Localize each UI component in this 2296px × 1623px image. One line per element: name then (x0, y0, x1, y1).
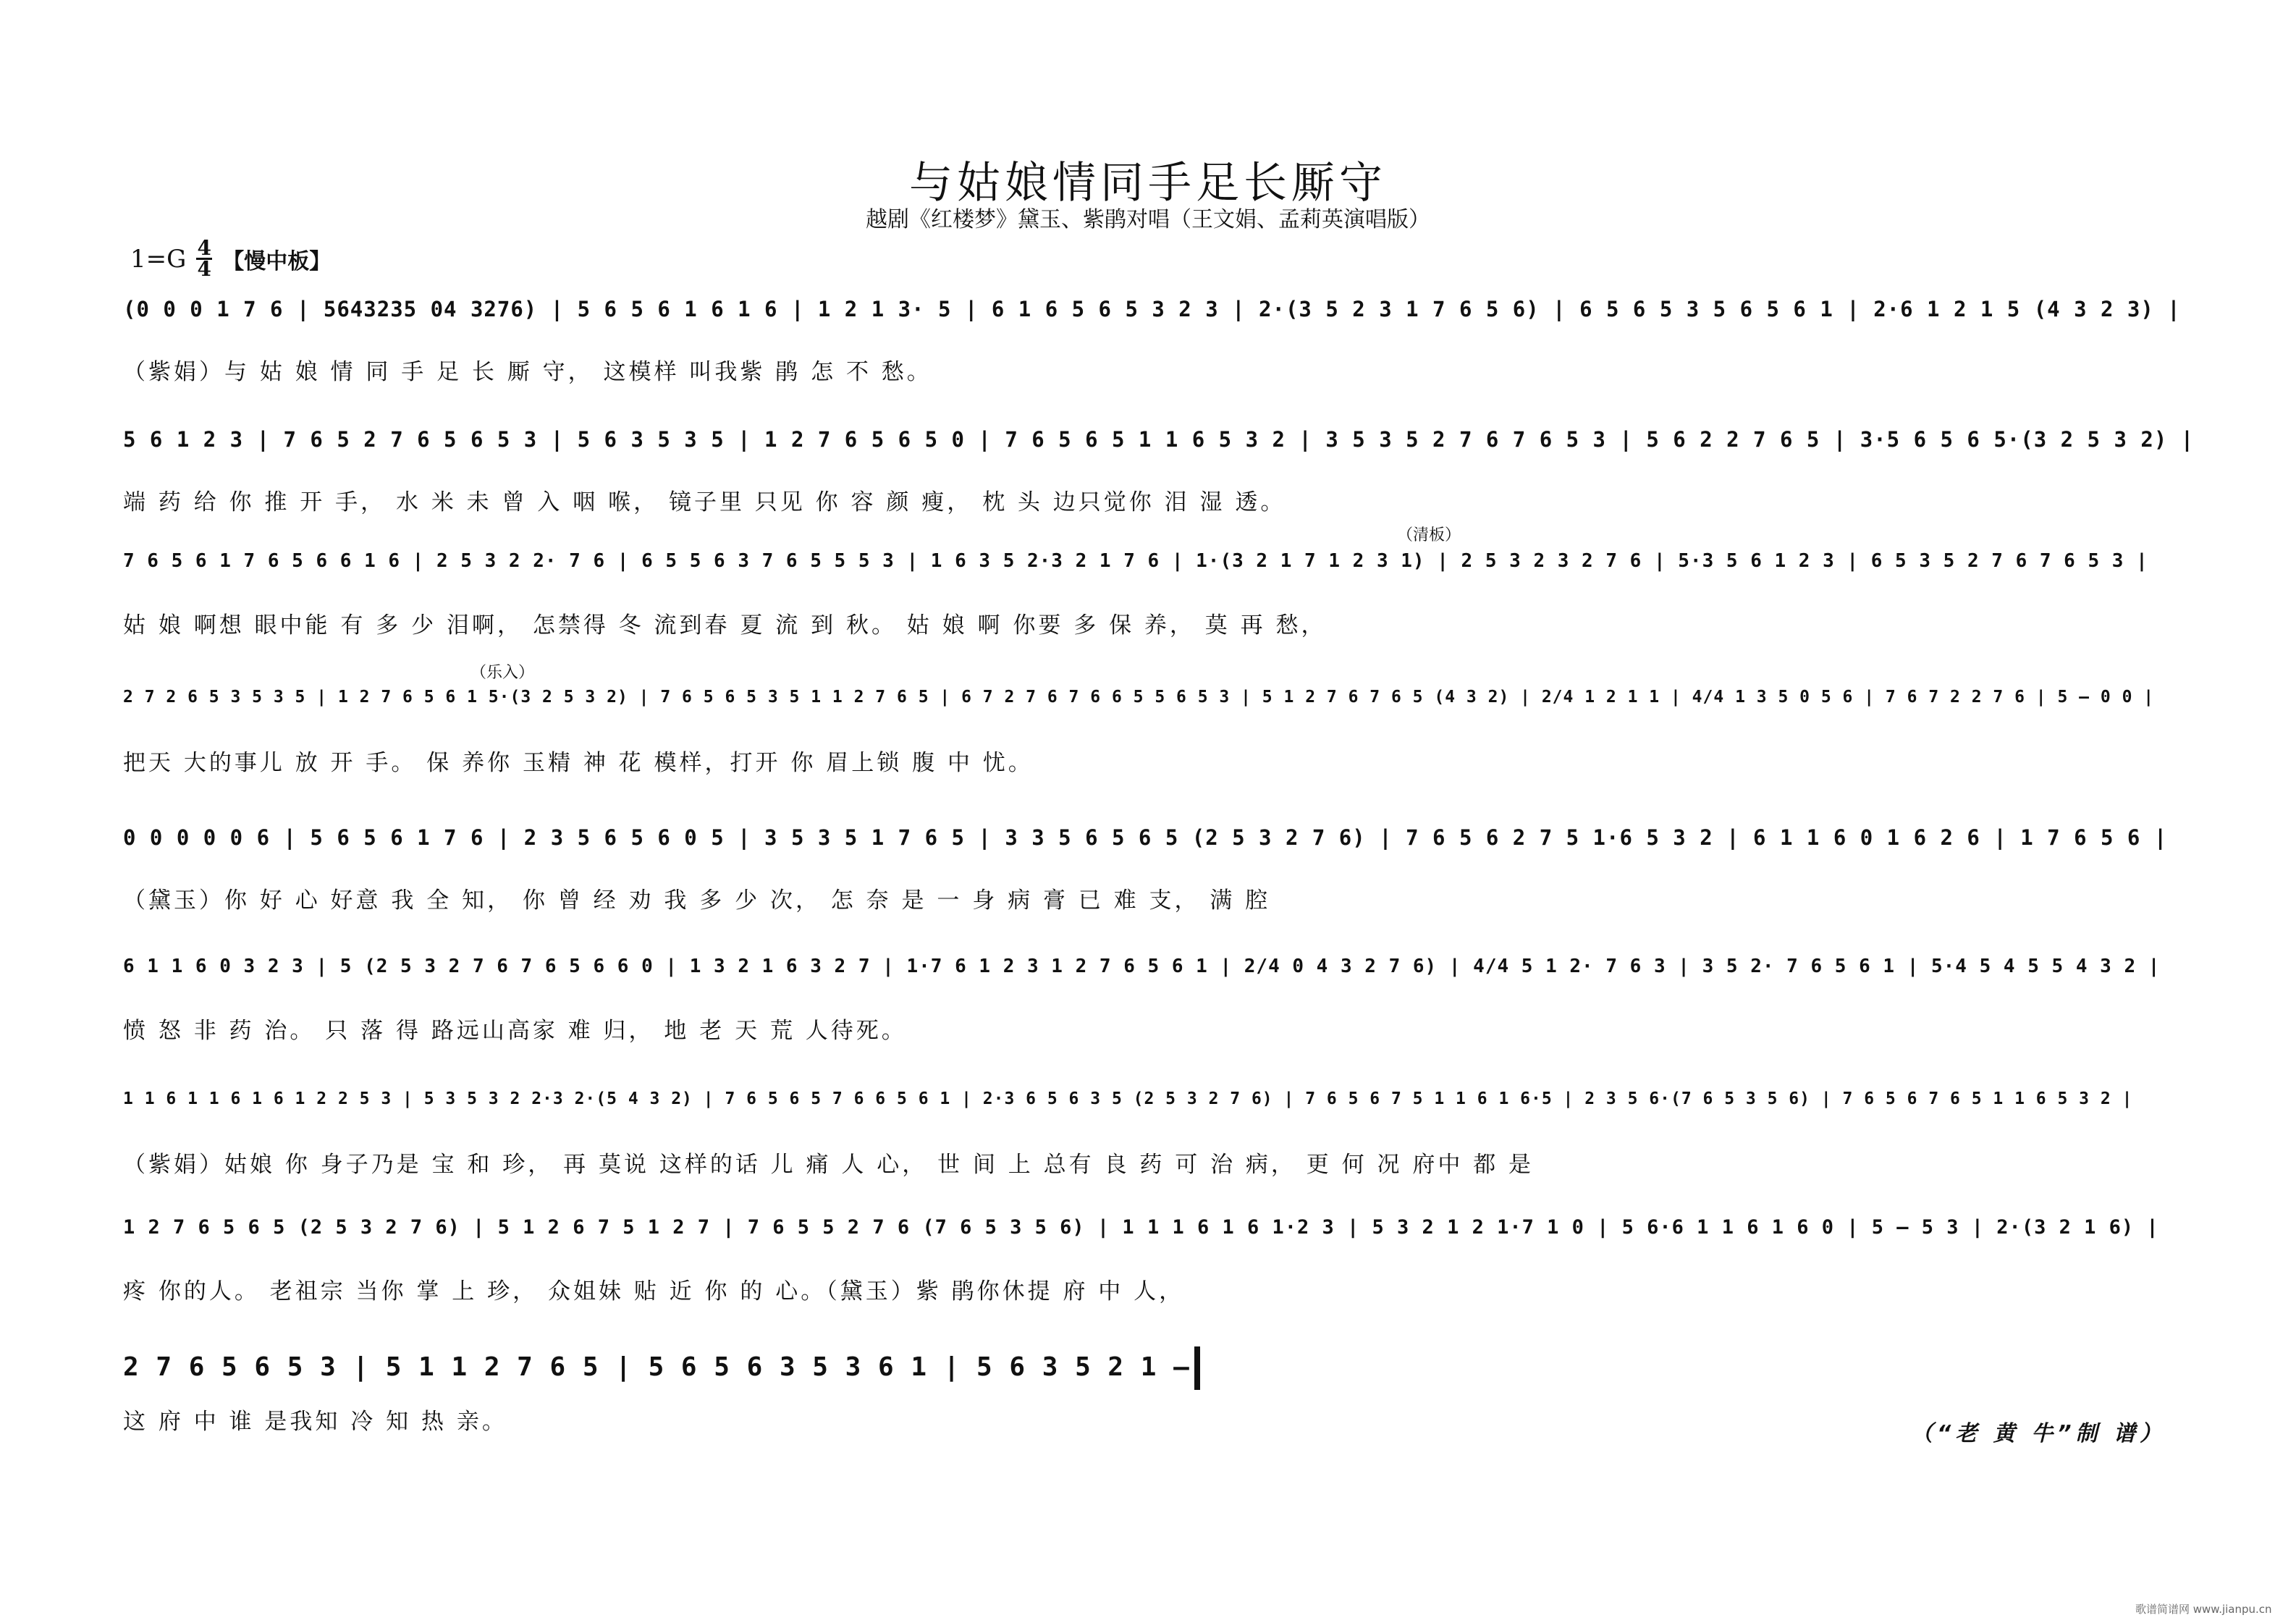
meter-top: 4 (197, 236, 212, 260)
tempo-marking: 【慢中板】 (222, 248, 332, 274)
site-watermark: 歌谱简谱网 www.jianpu.cn (2135, 1603, 2272, 1616)
key-signature: 1=G (130, 244, 187, 274)
notation-line: 1 1 6 1 1 6 1 6 1 2 2 5 3 | 5 3 5 3 2 2·3 2·(5 4 3 2) | 7 6 5 6 5 7 6 6 5 6 1 | 2·3 6 5 6 3 5 (2 5 3 2 7 6) | 7 6 5 6 7 5 1 1 6 1 6·5 | 2 3 5 6·(7 6 5 3 5 6) | 7 6 5 6 7 6 5 1 1 6 5 3 2 | (123, 1089, 2133, 1108)
score-title: 与姑娘情同手足长厮守 (909, 158, 1387, 208)
time-signature (196, 236, 212, 281)
notation-text: 2 7 6 5 6 5 3 | 5 1 1 2 7 6 5 | 5 6 5 6 3 5 3 6 1 | 5 6 3 5 2 1 – (123, 1352, 1190, 1382)
notation-line: 0 0 0 0 0 6 | 5 6 5 6 1 7 6 | 2 3 5 6 5 6 0 5 | 3 5 3 5 1 7 6 5 | 3 3 5 6 5 6 5 (2 5 3 2 7 6) | 7 6 5 6 2 7 5 1·6 5 3 2 | 6 1 1 6 0 1 6 2 6 | 1 7 6 5 6 | (123, 825, 2168, 850)
notation-line: 1 2 7 6 5 6 5 (2 5 3 2 7 6) | 5 1 2 6 7 5 1 2 7 | 7 6 5 5 2 7 6 (7 6 5 3 5 6) | 1 1 1 6 1 6 1·2 3 | 5 3 2 1 2 1·7 1 0 | 5 6·6 1 1 6 1 6 0 | 5 – 5 3 | 2·(3 2 1 6) | (123, 1216, 2159, 1239)
section-marking: （乐入） (470, 664, 535, 682)
notation-line: 2 7 2 6 5 3 5 3 5 | 1 2 7 6 5 6 1 5·(3 2 5 3 2) | 7 6 5 6 5 3 5 1 1 2 7 6 5 | 6 7 2 7 6 7 6 6 5 5 6 5 3 | 5 1 2 7 6 7 6 5 (4 3 2) | 2/4 1 2 1 1 | 4/4 1 3 5 0 5 6 | 7 6 7 2 2 7 6 | 5 – 0 0 | (123, 688, 2155, 707)
transcriber-credit: （“老 黄 牛”制 谱） (1911, 1421, 2166, 1446)
lyrics-line: 疼 你的人。 老祖宗 当你 掌 上 珍， 众姐妹 贴 近 你 的 心。（黛玉）紫 鹃你休提 府 中 人， (123, 1278, 1185, 1304)
notation-line: 6 1 1 6 0 3 2 3 | 5 (2 5 3 2 7 6 7 6 5 6 6 0 | 1 3 2 1 6 3 2 7 | 1·7 6 1 2 3 1 2 7 6 5 6 1 | 2/4 0 4 3 2 7 6) | 4/4 5 1 2· 7 6 3 | 3 5 2· 7 6 5 6 1 | 5·4 5 4 5 5 4 3 2 | (123, 956, 2161, 977)
notation-line: (0 0 0 1 7 6 | 5643235 04 3276) | 5 6 5 6 1 6 1 6 | 1 2 1 3· 5 | 6 1 6 5 6 5 3 2 3 | 2·(3 5 2 3 1 7 6 5 6) | 6 5 6 5 3 5 6 5 6 1 | 2·6 1 2 1 5 (4 3 2 3) | (123, 297, 2181, 321)
lyrics-line: 愤 怒 非 药 治。 只 落 得 路远山高家 难 归， 地 老 天 荒 人待死。 (123, 1018, 907, 1044)
lyrics-line: 端 药 给 你 推 开 手， 水 米 未 曾 入 咽 喉， 镜子里 只见 你 容 颜 瘦， 枕 头 边只觉你 泪 湿 透。 (123, 489, 1286, 515)
section-marking: （清板） (1397, 526, 1461, 544)
notation-line: 7 6 5 6 1 7 6 5 6 6 1 6 | 2 5 3 2 2· 7 6 | 6 5 5 6 3 7 6 5 5 5 3 | 1 6 3 5 2·3 2 1 7 6 | 1·(3 2 1 7 1 2 3 1) | 2 5 3 2 3 2 7 6 | 5·3 5 6 1 2 3 | 6 5 3 5 2 7 6 7 6 5 3 | (123, 550, 2148, 572)
score-subtitle: 越剧《红楼梦》黛玉、紫鹃对唱（王文娟、孟莉英演唱版） (866, 207, 1430, 232)
lyrics-line: 姑 娘 啊想 眼中能 有 多 少 泪啊， 怎禁得 冬 流到春 夏 流 到 秋。 姑 娘 啊 你要 多 保 养， 莫 再 愁， (123, 612, 1327, 638)
meter-bottom: 4 (197, 257, 212, 281)
lyrics-line: 这 府 中 谁 是我知 冷 知 热 亲。 (123, 1409, 507, 1435)
lyrics-line: （紫娟）与 姑 娘 情 同 手 足 长 厮 守， 这模样 叫我紫 鹃 怎 不 愁。 (123, 359, 932, 385)
lyrics-line: （黛玉）你 好 心 好意 我 全 知， 你 曾 经 劝 我 多 少 次， 怎 奈 是 一 身 病 膏 已 难 支， 满 腔 (123, 888, 1271, 914)
lyrics-line: （紫娟）姑娘 你 身子乃是 宝 和 珍， 再 莫说 这样的话 儿 痛 人 心， 世 间 上 总有 良 药 可 治 病， 更 何 况 府中 都 是 (123, 1152, 1535, 1178)
final-barline (1194, 1346, 1200, 1390)
notation-line (123, 1346, 1209, 1397)
key-signature-line (130, 236, 332, 281)
lyrics-line: 把天 大的事儿 放 开 手。 保 养你 玉精 神 花 模样，打开 你 眉上锁 腹 中 忧。 (123, 750, 1034, 776)
notation-line: 5 6 1 2 3 | 7 6 5 2 7 6 5 6 5 3 | 5 6 3 5 3 5 | 1 2 7 6 5 6 5 0 | 7 6 5 6 5 1 1 6 5 3 2 | 3 5 3 5 2 7 6 7 6 5 3 | 5 6 2 2 7 6 5 | 3·5 6 5 6 5·(3 2 5 3 2) | (123, 427, 2195, 452)
